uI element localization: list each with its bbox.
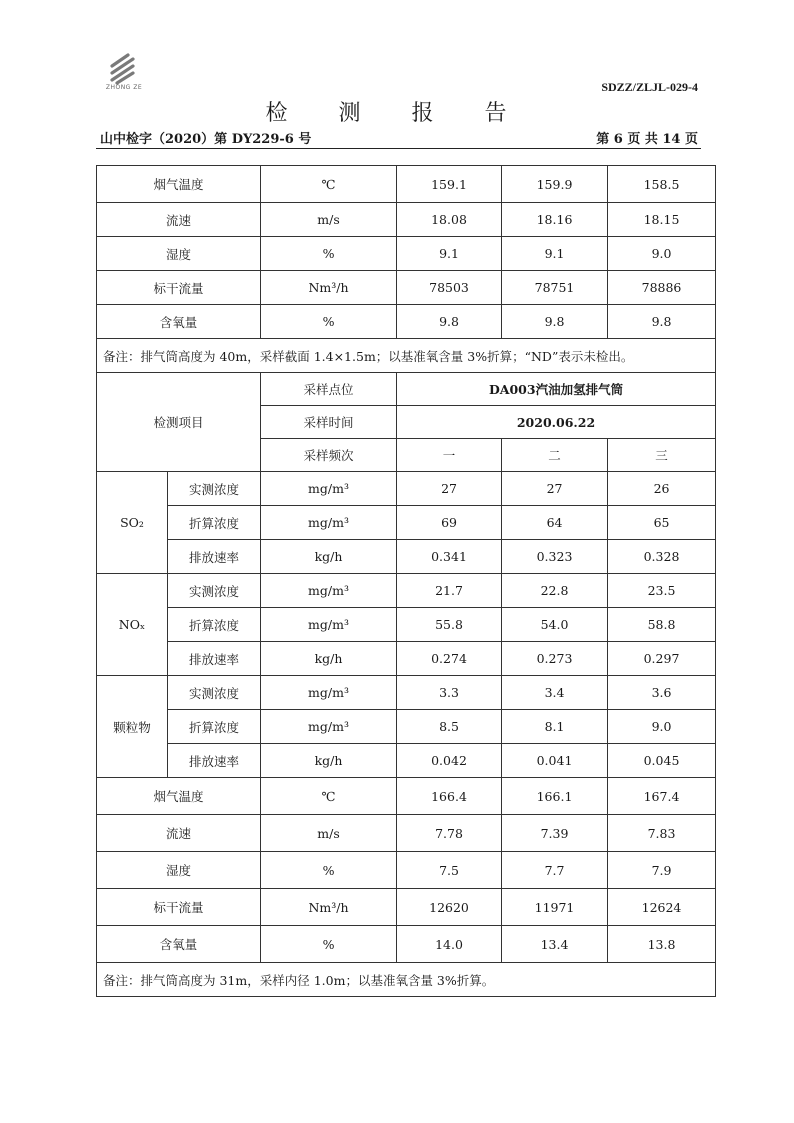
freq-label: 采样频次 bbox=[261, 439, 397, 472]
value-cell: 7.83 bbox=[608, 815, 716, 852]
freq-cell: 一 bbox=[397, 439, 502, 472]
unit-cell: % bbox=[261, 305, 397, 339]
freq-cell: 三 bbox=[608, 439, 716, 472]
table-row bbox=[97, 271, 716, 305]
value-cell: 0.042 bbox=[397, 744, 502, 778]
table-row bbox=[97, 852, 716, 889]
value-cell: 9.1 bbox=[397, 237, 502, 271]
table-row bbox=[97, 506, 716, 540]
value-cell: 58.8 bbox=[608, 608, 716, 642]
value-cell: 9.1 bbox=[502, 237, 608, 271]
point-value: DA003汽油加氢排气筒 bbox=[397, 373, 716, 406]
value-cell: 159.1 bbox=[397, 166, 502, 203]
value-cell: 18.15 bbox=[608, 203, 716, 237]
value-cell: 13.8 bbox=[608, 926, 716, 963]
unit-cell: mg/m³ bbox=[261, 506, 397, 540]
value-cell: 0.328 bbox=[608, 540, 716, 574]
value-cell: 8.1 bbox=[502, 710, 608, 744]
row-label: 标干流量 bbox=[97, 889, 261, 926]
value-cell: 8.5 bbox=[397, 710, 502, 744]
row-label: 湿度 bbox=[97, 237, 261, 271]
unit-cell: mg/m³ bbox=[261, 608, 397, 642]
table-row bbox=[97, 778, 716, 815]
table-row bbox=[97, 305, 716, 339]
value-cell: 13.4 bbox=[502, 926, 608, 963]
value-cell: 0.273 bbox=[502, 642, 608, 676]
value-cell: 7.39 bbox=[502, 815, 608, 852]
value-cell: 159.9 bbox=[502, 166, 608, 203]
value-cell: 11971 bbox=[502, 889, 608, 926]
unit-cell: Nm³/h bbox=[261, 271, 397, 305]
table-row bbox=[97, 815, 716, 852]
value-cell: 0.041 bbox=[502, 744, 608, 778]
unit-cell: kg/h bbox=[261, 642, 397, 676]
freq-cell: 二 bbox=[502, 439, 608, 472]
value-cell: 167.4 bbox=[608, 778, 716, 815]
row-label: 含氧量 bbox=[97, 926, 261, 963]
value-cell: 69 bbox=[397, 506, 502, 540]
document-code: SDZZ/ZLJL-029-4 bbox=[601, 80, 698, 94]
unit-cell: kg/h bbox=[261, 744, 397, 778]
value-cell: 12624 bbox=[608, 889, 716, 926]
pollutant-name: SO₂ bbox=[97, 472, 168, 574]
table-row bbox=[97, 710, 716, 744]
param-label: 实测浓度 bbox=[168, 574, 261, 608]
row-label: 烟气温度 bbox=[97, 166, 261, 203]
value-cell: 0.297 bbox=[608, 642, 716, 676]
param-label: 折算浓度 bbox=[168, 608, 261, 642]
unit-cell: ℃ bbox=[261, 778, 397, 815]
value-cell: 166.1 bbox=[502, 778, 608, 815]
table-row bbox=[97, 540, 716, 574]
logo-text: ZHONG ZE bbox=[105, 84, 143, 91]
value-cell: 78503 bbox=[397, 271, 502, 305]
value-cell: 64 bbox=[502, 506, 608, 540]
param-label: 排放速率 bbox=[168, 744, 261, 778]
point-label: 采样点位 bbox=[261, 373, 397, 406]
unit-cell: mg/m³ bbox=[261, 710, 397, 744]
param-label: 折算浓度 bbox=[168, 506, 261, 540]
value-cell: 3.6 bbox=[608, 676, 716, 710]
table-row bbox=[97, 574, 716, 608]
unit-cell: % bbox=[261, 926, 397, 963]
value-cell: 7.9 bbox=[608, 852, 716, 889]
table-row bbox=[97, 373, 716, 406]
value-cell: 14.0 bbox=[397, 926, 502, 963]
table-row bbox=[97, 676, 716, 710]
row-label: 标干流量 bbox=[97, 271, 261, 305]
value-cell: 18.16 bbox=[502, 203, 608, 237]
param-label: 折算浓度 bbox=[168, 710, 261, 744]
row-label: 流速 bbox=[97, 815, 261, 852]
value-cell: 65 bbox=[608, 506, 716, 540]
value-cell: 9.8 bbox=[608, 305, 716, 339]
value-cell: 18.08 bbox=[397, 203, 502, 237]
value-cell: 7.7 bbox=[502, 852, 608, 889]
unit-cell: % bbox=[261, 237, 397, 271]
value-cell: 9.8 bbox=[502, 305, 608, 339]
report-number: 山中检字（2020）第 DY229-6 号 bbox=[100, 132, 312, 147]
row-label: 含氧量 bbox=[97, 305, 261, 339]
table-row bbox=[97, 608, 716, 642]
param-label: 排放速率 bbox=[168, 540, 261, 574]
value-cell: 9.0 bbox=[608, 710, 716, 744]
value-cell: 9.0 bbox=[608, 237, 716, 271]
param-label: 实测浓度 bbox=[168, 676, 261, 710]
param-label: 实测浓度 bbox=[168, 472, 261, 506]
value-cell: 78751 bbox=[502, 271, 608, 305]
value-cell: 23.5 bbox=[608, 574, 716, 608]
value-cell: 27 bbox=[502, 472, 608, 506]
table-row bbox=[97, 237, 716, 271]
value-cell: 0.323 bbox=[502, 540, 608, 574]
time-value: 2020.06.22 bbox=[397, 406, 716, 439]
unit-cell: Nm³/h bbox=[261, 889, 397, 926]
value-cell: 78886 bbox=[608, 271, 716, 305]
pollutant-name: NOₓ bbox=[97, 574, 168, 676]
row-label: 流速 bbox=[97, 203, 261, 237]
value-cell: 9.8 bbox=[397, 305, 502, 339]
page-number: 第 6 页 共 14 页 bbox=[596, 132, 698, 147]
value-cell: 21.7 bbox=[397, 574, 502, 608]
value-cell: 27 bbox=[397, 472, 502, 506]
value-cell: 3.4 bbox=[502, 676, 608, 710]
note-row bbox=[97, 339, 716, 373]
value-cell: 22.8 bbox=[502, 574, 608, 608]
row-label: 烟气温度 bbox=[97, 778, 261, 815]
value-cell: 12620 bbox=[397, 889, 502, 926]
unit-cell: ℃ bbox=[261, 166, 397, 203]
time-label: 采样时间 bbox=[261, 406, 397, 439]
value-cell: 0.341 bbox=[397, 540, 502, 574]
remark-text: 备注：排气筒高度为 31m，采样内径 1.0m；以基准氧含量 3%折算。 bbox=[97, 963, 716, 997]
param-label: 排放速率 bbox=[168, 642, 261, 676]
value-cell: 158.5 bbox=[608, 166, 716, 203]
value-cell: 7.5 bbox=[397, 852, 502, 889]
row-label: 湿度 bbox=[97, 852, 261, 889]
table-row bbox=[97, 926, 716, 963]
results-table bbox=[96, 165, 716, 997]
value-cell: 166.4 bbox=[397, 778, 502, 815]
unit-cell: m/s bbox=[261, 815, 397, 852]
value-cell: 3.3 bbox=[397, 676, 502, 710]
table-row bbox=[97, 472, 716, 506]
page-title: 检 测 报 告 bbox=[265, 101, 529, 126]
note-row bbox=[97, 963, 716, 997]
value-cell: 7.78 bbox=[397, 815, 502, 852]
value-cell: 54.0 bbox=[502, 608, 608, 642]
table-row bbox=[97, 744, 716, 778]
value-cell: 55.8 bbox=[397, 608, 502, 642]
table-row bbox=[97, 642, 716, 676]
unit-cell: % bbox=[261, 852, 397, 889]
unit-cell: mg/m³ bbox=[261, 574, 397, 608]
header-divider bbox=[96, 148, 701, 149]
unit-cell: m/s bbox=[261, 203, 397, 237]
table-row bbox=[97, 889, 716, 926]
remark-text: 备注：排气筒高度为 40m，采样截面 1.4×1.5m；以基准氧含量 3%折算；“ND”表示未检出。 bbox=[97, 339, 716, 373]
table-row bbox=[97, 166, 716, 203]
table-row bbox=[97, 203, 716, 237]
value-cell: 26 bbox=[608, 472, 716, 506]
unit-cell: mg/m³ bbox=[261, 472, 397, 506]
unit-cell: kg/h bbox=[261, 540, 397, 574]
value-cell: 0.274 bbox=[397, 642, 502, 676]
value-cell: 0.045 bbox=[608, 744, 716, 778]
item-header: 检测项目 bbox=[97, 373, 261, 472]
pollutant-name: 颗粒物 bbox=[97, 676, 168, 778]
unit-cell: mg/m³ bbox=[261, 676, 397, 710]
